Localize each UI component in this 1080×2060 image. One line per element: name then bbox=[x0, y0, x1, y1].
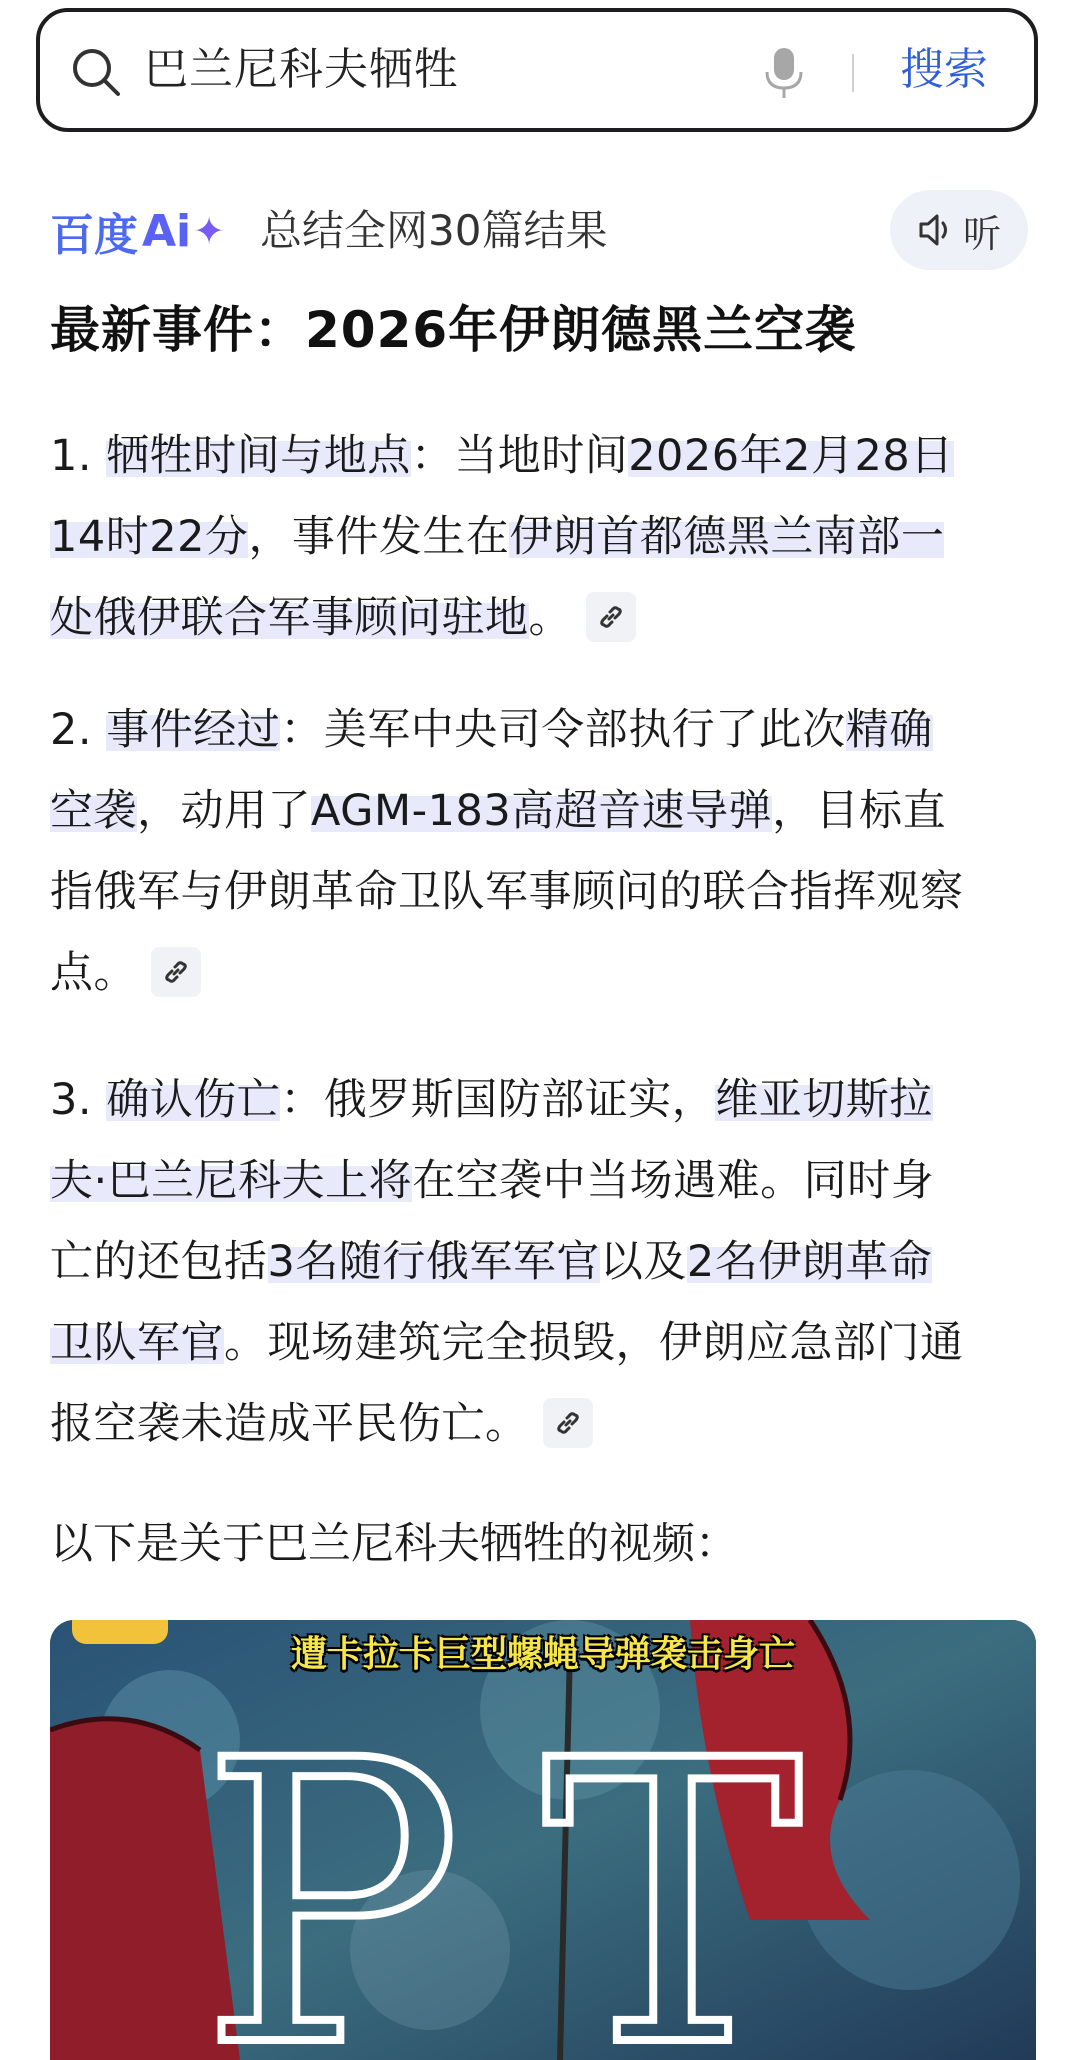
highlight-text: 维亚切斯拉 bbox=[715, 1075, 933, 1125]
highlight-text: 确认伤亡 bbox=[106, 1075, 281, 1125]
source-link-icon[interactable] bbox=[543, 1398, 593, 1448]
search-button[interactable]: 搜索 bbox=[900, 44, 988, 95]
highlight-text: 14时22分 bbox=[50, 512, 249, 562]
paragraph-1 bbox=[50, 416, 1040, 659]
highlight-text: 精确 bbox=[845, 705, 933, 755]
body-text: 以及 bbox=[599, 1237, 687, 1287]
highlight-text: 夫·巴兰尼科夫上将 bbox=[50, 1156, 413, 1206]
body-text: ：当地时间 bbox=[410, 431, 629, 481]
body-text: 在空袭中当场遇难。同时身 bbox=[412, 1156, 935, 1206]
sparkle-icon: ✦ bbox=[193, 209, 225, 253]
body-text: ，目标直 bbox=[772, 786, 947, 836]
highlight-text: 处俄伊联合军事顾问驻地 bbox=[50, 593, 529, 643]
list-number: 2. bbox=[50, 705, 107, 755]
highlight-text: 卫队军官 bbox=[50, 1318, 224, 1368]
search-input[interactable]: 巴兰尼科夫牺牲 bbox=[144, 44, 459, 95]
search-icon bbox=[70, 46, 122, 98]
video-caption: 遭卡拉卡巨型螺蝇导弹袭击身亡 bbox=[290, 1634, 795, 1675]
video-letters: PT bbox=[200, 1678, 883, 2060]
microphone-icon[interactable] bbox=[762, 46, 806, 100]
body-text: 点。 bbox=[50, 948, 137, 998]
ai-summary-label: 总结全网30篇结果 bbox=[260, 206, 608, 255]
body-text: 。 bbox=[528, 593, 572, 643]
paragraph-3 bbox=[50, 1060, 1040, 1465]
search-divider bbox=[852, 54, 854, 92]
highlight-text: 3名随行俄军军官 bbox=[267, 1237, 600, 1287]
speaker-icon bbox=[917, 211, 955, 249]
body-text: 。现场建筑完全损毁，伊朗应急部门通 bbox=[224, 1318, 964, 1368]
body-text: ，事件发生在 bbox=[248, 512, 510, 562]
highlight-text: 2026年2月28日 bbox=[628, 431, 954, 481]
baidu-ai-logo bbox=[50, 202, 225, 260]
highlight-text: AGM-183高超音速导弹 bbox=[311, 786, 773, 836]
highlight-text: 牺牲时间与地点 bbox=[106, 431, 411, 481]
highlight-text: 事件经过 bbox=[106, 705, 281, 755]
body-text: 亡的还包括 bbox=[50, 1237, 268, 1287]
list-number: 1. bbox=[50, 431, 107, 481]
body-text: 指俄军与伊朗革命卫队军事顾问的联合指挥观察 bbox=[50, 867, 964, 917]
listen-button[interactable] bbox=[890, 190, 1028, 270]
search-bar[interactable] bbox=[36, 8, 1038, 132]
ai-summary-header bbox=[50, 196, 1030, 266]
body-text: ：俄罗斯国防部证实， bbox=[280, 1075, 716, 1125]
highlight-text: 2名伊朗革命 bbox=[686, 1237, 933, 1287]
highlight-text: 伊朗首都德黑兰南部一 bbox=[509, 512, 945, 562]
page-title: 最新事件：2026年伊朗德黑兰空袭 bbox=[50, 301, 857, 359]
logo-ai-text: Ai bbox=[142, 205, 192, 257]
source-link-icon[interactable] bbox=[151, 947, 201, 997]
highlight-text: 空袭 bbox=[50, 786, 137, 836]
video-thumbnail[interactable] bbox=[50, 1620, 1036, 2060]
list-number: 3. bbox=[50, 1075, 107, 1125]
body-text: ，动用了 bbox=[137, 786, 311, 836]
listen-label: 听 bbox=[962, 211, 1001, 256]
logo-text: 百度 bbox=[50, 210, 138, 261]
video-intro-text: 以下是关于巴兰尼科夫牺牲的视频： bbox=[50, 1519, 738, 1569]
body-text: 报空袭未造成平民伤亡。 bbox=[50, 1399, 529, 1449]
source-link-icon[interactable] bbox=[586, 592, 636, 642]
paragraph-2 bbox=[50, 690, 1040, 1014]
body-text: ：美军中央司令部执行了此次 bbox=[280, 705, 846, 755]
